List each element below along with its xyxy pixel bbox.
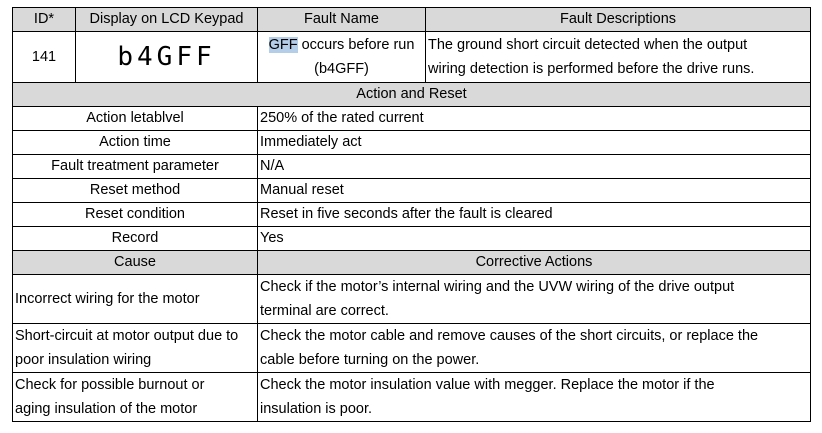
action-value: Reset in five seconds after the fault is cleared — [258, 203, 811, 227]
cause-line: aging insulation of the motor — [15, 401, 198, 417]
action-label: Fault treatment parameter — [13, 155, 258, 179]
fault-id: 141 — [13, 32, 76, 83]
corrective-action-line: Check if the motor’s internal wiring and the UVW wiring of the drive output — [260, 279, 735, 295]
corrective-action-cell — [258, 373, 811, 422]
corrective-action-cell — [258, 324, 811, 373]
cause-line: Incorrect wiring for the motor — [15, 291, 200, 307]
fault-name — [258, 32, 426, 83]
corrective-action-line: Check the motor insulation value with megger. Replace the motor if the — [260, 377, 715, 393]
action-label: Reset condition — [13, 203, 258, 227]
fault-description-line: The ground short circuit detected when the output — [428, 37, 748, 53]
action-value: Immediately act — [258, 131, 811, 155]
cause-cell — [13, 275, 258, 324]
cause-header-row — [13, 251, 811, 275]
action-label: Record — [13, 227, 258, 251]
fault-code: (b4GFF) — [314, 61, 369, 77]
action-row — [13, 227, 811, 251]
cause-line: Check for possible burnout or — [15, 377, 205, 393]
corrective-action-line: terminal are correct. — [260, 303, 389, 319]
corrective-action-cell — [258, 275, 811, 324]
header-fault-descriptions: Fault Descriptions — [426, 8, 811, 32]
cause-line: poor insulation wiring — [15, 352, 152, 368]
cause-row — [13, 324, 811, 373]
action-row — [13, 179, 811, 203]
fault-row — [13, 32, 811, 83]
corrective-action-line: Check the motor cable and remove causes of the short circuits, or replace the — [260, 328, 759, 344]
lcd-display: b4GFF — [76, 32, 258, 83]
action-row — [13, 155, 811, 179]
corrective-action-line: insulation is poor. — [260, 401, 373, 417]
header-id: ID* — [13, 8, 76, 32]
action-label: Reset method — [13, 179, 258, 203]
cause-row — [13, 275, 811, 324]
cause-cell — [13, 324, 258, 373]
action-reset-header-row — [13, 83, 811, 107]
action-row — [13, 107, 811, 131]
cause-header: Cause — [13, 251, 258, 275]
corrective-action-line: cable before turning on the power. — [260, 352, 480, 368]
action-value: Yes — [258, 227, 811, 251]
fault-description — [426, 32, 811, 83]
fault-name-highlight: GFF — [268, 37, 298, 53]
fault-description-line: wiring detection is performed before the drive runs. — [428, 61, 755, 77]
cause-row — [13, 373, 811, 422]
action-value: 250% of the rated current — [258, 107, 811, 131]
action-value: Manual reset — [258, 179, 811, 203]
action-value: N/A — [258, 155, 811, 179]
action-row — [13, 131, 811, 155]
fault-table — [12, 7, 811, 422]
header-row — [13, 8, 811, 32]
cause-line: Short-circuit at motor output due to — [15, 328, 239, 344]
action-reset-title: Action and Reset — [13, 83, 811, 107]
corrective-actions-header: Corrective Actions — [258, 251, 811, 275]
fault-name-text: occurs before run — [297, 37, 415, 53]
header-fault-name: Fault Name — [258, 8, 426, 32]
action-label: Action letablvel — [13, 107, 258, 131]
action-label: Action time — [13, 131, 258, 155]
cause-cell — [13, 373, 258, 422]
header-display: Display on LCD Keypad — [76, 8, 258, 32]
action-row — [13, 203, 811, 227]
